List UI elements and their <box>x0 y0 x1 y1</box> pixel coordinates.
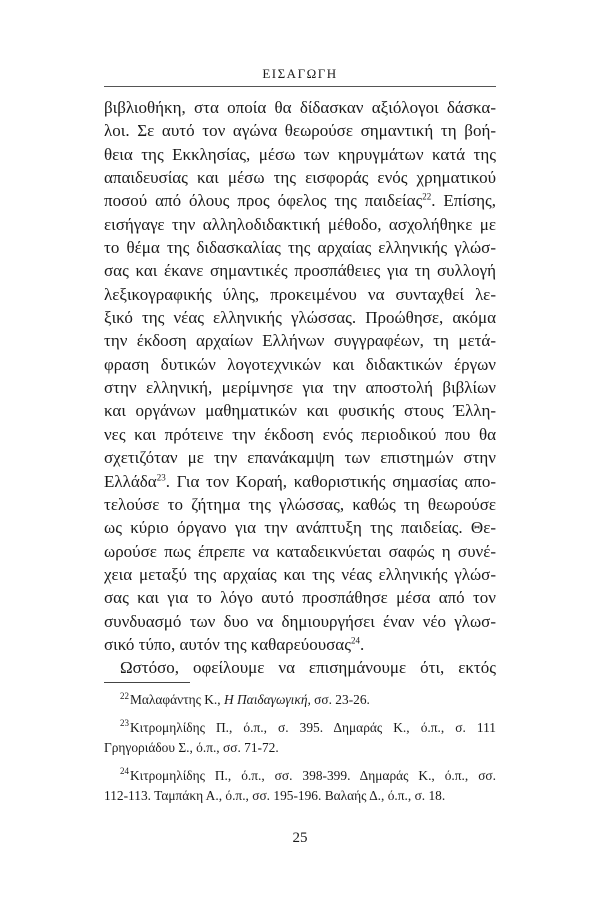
text-line: στην ελληνική, μερίμνησε για την αποστολή βιβλίων <box>104 378 496 398</box>
text-fragment: . Επίσης, <box>431 191 496 211</box>
text-line: σχετιζόταν με την επανάκαμψη των επιστημών στην <box>104 448 496 468</box>
text-line: ξικό της νέας ελληνικής γλώσσας. Προώθησε, ακόμα <box>104 308 496 328</box>
text-line: φραση δυτικών λογοτεχνικών και διδακτικών έργων <box>104 354 496 374</box>
footnote-ref: 24 <box>350 635 360 646</box>
text-fragment: ποσού από όλους προς όφελος της παιδείας <box>104 191 423 211</box>
paragraph-first-line: Ωστόσο, οφείλουμε να επισημάνουμε ότι, εκτός <box>120 658 496 678</box>
text-line: χεια μεταξύ της αρχαίας και της νέας ελληνικής γλώσ- <box>104 564 496 584</box>
footnotes <box>104 690 496 807</box>
text-line: τελούσε το ζήτημα της γλώσσας, καθώς τη θεωρούσε <box>104 494 496 514</box>
text-line: ωρούσε πως έπρεπε να καταδεικνύεται σαφώς η συνέ- <box>104 541 496 561</box>
text-line: λεξικογραφικής ύλης, προκειμένου να συνταχθεί λε- <box>104 284 496 304</box>
footnote-22 <box>104 690 496 711</box>
text-line: απαιδευσίας και μέσω της εισφοράς ενός χρηματικού <box>104 168 496 188</box>
text-line: την έκδοση αρχαίων Ελλήνων συγγραφέων, τη μετά- <box>104 331 496 351</box>
text-line: νες και πρότεινε την έκδοση ενός περιοδικού που θα <box>104 424 496 444</box>
body-text <box>104 96 496 680</box>
footnote-number: 23 <box>120 718 129 729</box>
text-line: εισήγαγε την αλληλοδιδακτική μέθοδο, ασχολήθηκε με <box>104 214 496 234</box>
text-line <box>104 189 496 212</box>
footnote-text: Κιτρομηλίδης Π., ό.π., σ. 395. Δημαράς Κ., ό.π., σ. 111 <box>130 719 496 735</box>
header-rule <box>104 86 496 87</box>
text-line: συνδυασμό των δυο να δημιουργήσει έναν νέο γλωσ- <box>104 611 496 631</box>
text-fragment: σικό τύπο, αυτόν της καθαρεύουσας <box>104 634 351 654</box>
text-line: σας και έκανε σημαντικές προσπάθειες για τη συλλογή <box>104 261 496 281</box>
text-line: το θέμα της διδασκαλίας της αρχαίας ελληνικής γλώσ- <box>104 238 496 258</box>
footnote-ref: 23 <box>156 471 166 482</box>
text-fragment: . <box>359 634 365 654</box>
text-line: και οργάνων μαθηματικών και φυσικής στους Έλλη- <box>104 401 496 421</box>
running-head: ΕΙΣΑΓΩΓΗ <box>262 66 338 81</box>
footnote-23 <box>104 718 496 739</box>
footnote-24 <box>104 766 496 787</box>
text-line: θεια της Εκκλησίας, μέσω των κηρυγμάτων κατά της <box>104 144 496 164</box>
footnote-rule <box>104 682 190 683</box>
text-fragment: Ελλάδα <box>104 471 157 491</box>
footnote-text: Μαλαφάντης Κ., <box>130 692 224 707</box>
footnote-ref: 22 <box>422 191 432 202</box>
footnote-text: σσ. 23-26. <box>310 692 370 707</box>
text-fragment: . Για τον Κοραή, καθοριστικής σημασίας απο- <box>165 471 496 491</box>
footnote-text: Γρηγοριάδου Σ., ό.π., σσ. 71-72. <box>104 740 279 755</box>
footnote-title: Η Παιδαγωγική, <box>223 692 311 707</box>
text-line: βιβλιοθήκη, στα οποία θα δίδασκαν αξιόλογοι δάσκα- <box>104 98 496 117</box>
text-line: σας και για το λόγο αυτό προσπάθησε μέσα από τον <box>104 588 496 608</box>
text-line <box>104 633 496 656</box>
text-line <box>104 470 496 493</box>
footnote-number: 24 <box>120 766 129 777</box>
text-line: ως κύριο όργανο για την ανάπτυξη της παιδείας. Θε- <box>104 518 496 538</box>
page-number: 25 <box>292 830 308 846</box>
footnote-text: Κιτρομηλίδης Π., ό.π., σσ. 398-399. Δημαράς Κ., ό.π., σσ. <box>130 767 496 783</box>
footnote-text: 112-113. Ταμπάκη Α., ό.π., σσ. 195-196. Βαλαής Δ., ό.π., σ. 18. <box>104 788 446 803</box>
footnote-number: 22 <box>120 690 129 701</box>
text-line: λοι. Σε αυτό τον αγώνα θεωρούσε σημαντική τη βοή- <box>104 121 496 141</box>
